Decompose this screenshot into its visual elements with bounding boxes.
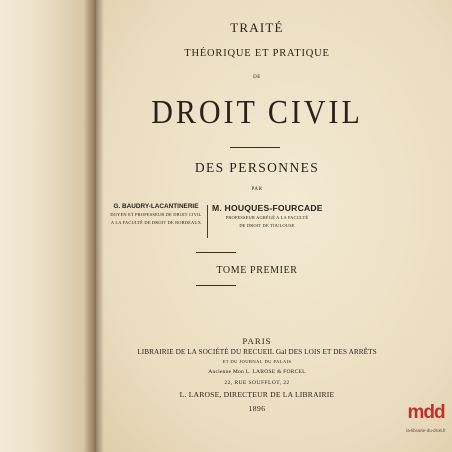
title-line-de: DE [253,75,261,80]
volume-label: TOME PREMIER [216,265,298,276]
imprint-year: 1896 [248,404,266,413]
author-separator [207,205,208,238]
author-right-desc2: DE DROIT DE TOULOUSE [239,223,295,228]
watermark-logo [402,402,450,450]
imprint-director: L. LAROSE, DIRECTEUR DE LA LIBRAIRIE [179,390,335,399]
author-left-desc2: A LA FACULTÉ DE DROIT DE BORDEAUX [110,220,202,225]
imprint-former-house: Ancienne Mon L. LAROSE & FORCEL [208,369,306,375]
volume-rule-bottom [196,285,236,286]
author-left-name: G. BAUDRY-LACANTINERIE [113,203,199,210]
watermark-logo-text: mdd [407,402,445,423]
title-line-traite: TRAITÉ [230,20,284,35]
title-line-theorique: THÉORIQUE ET PRATIQUE [184,48,330,59]
author-right [212,203,322,229]
volume-rule-top [196,252,236,253]
imprint-journal: ET DU JOURNAL DU PALAIS [222,359,292,364]
subtitle: DES PERSONNES [194,160,320,175]
imprint-address: 22, RUE SOUFFLOT, 22 [224,380,290,386]
title-rule [230,147,280,148]
watermark-caption: la-librairie-du-droit.fr [406,428,446,433]
imprint-publisher: LIBRAIRIE DE LA SOCIÉTÉ DU RECUEIL Gal DES LOIS ET DES ARRÊTS [137,348,377,356]
page-edge [0,0,98,452]
by-line: PAR [251,187,263,192]
author-left [106,203,206,226]
author-left-desc1: DOYEN ET PROFESSEUR DE DROIT CIVIL [110,212,202,217]
main-title: DROIT CIVIL [151,94,363,131]
author-right-desc1: PROFESSEUR AGRÉGÉ A LA FACULTÉ [225,215,309,220]
imprint-city: PARIS [242,336,272,346]
author-right-name: M. HOUQUES-FOURCADE [212,203,323,213]
